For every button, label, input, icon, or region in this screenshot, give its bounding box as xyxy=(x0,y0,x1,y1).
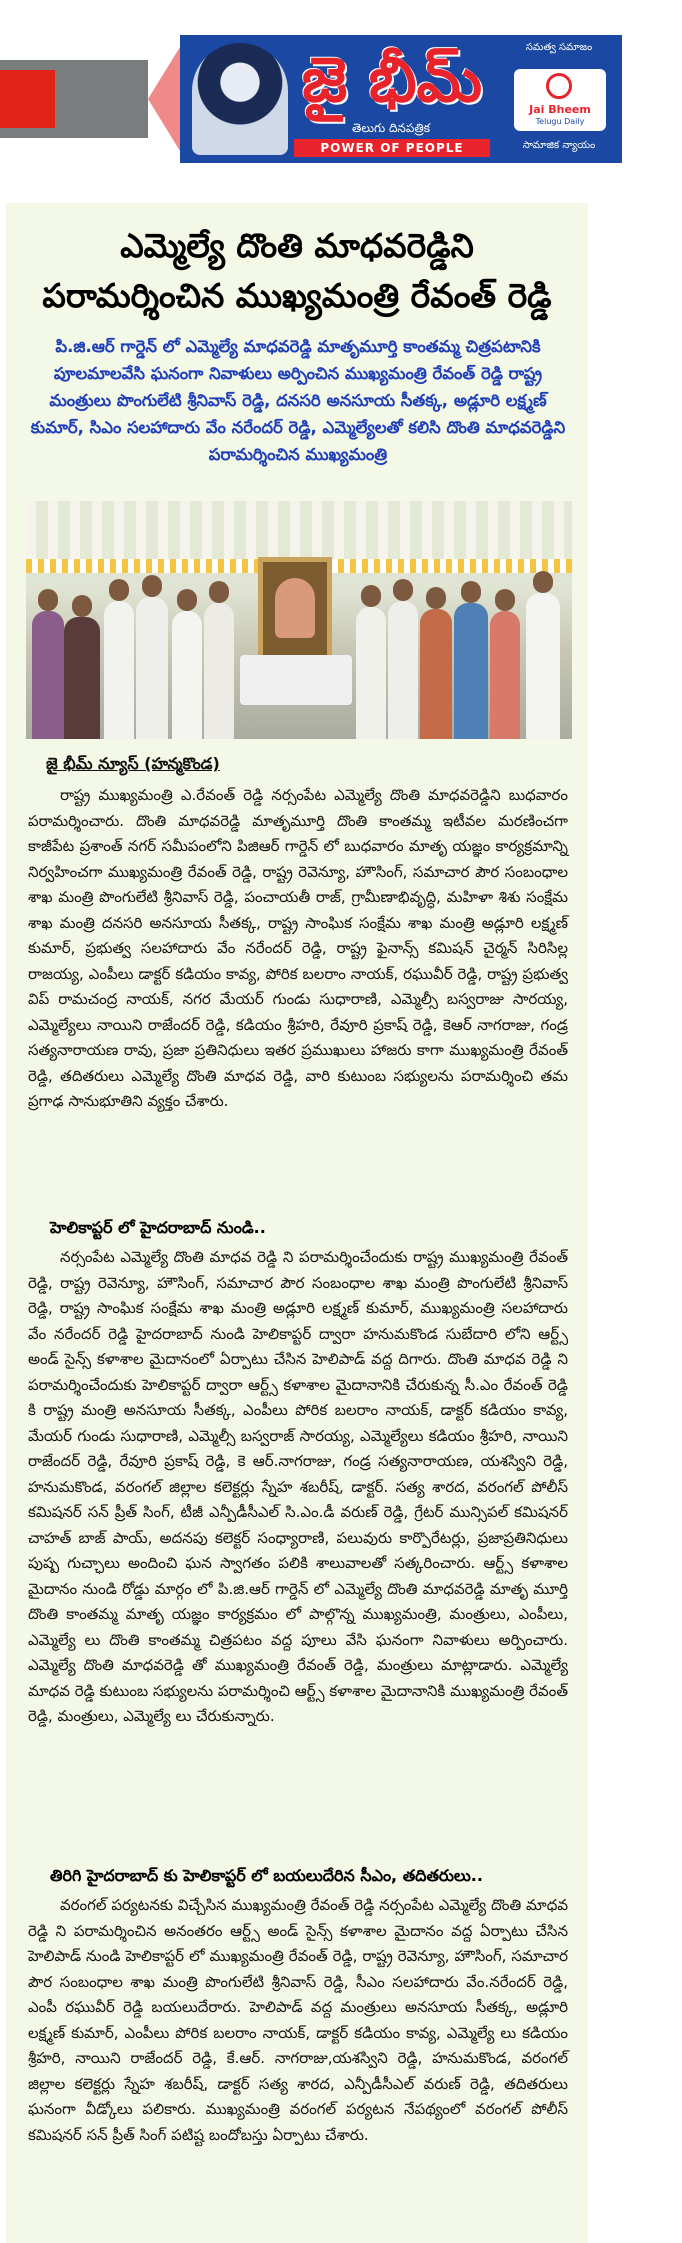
jai-bheem-logo xyxy=(514,69,606,131)
logo-subtext: Telugu Daily xyxy=(535,117,585,126)
subheading-1: హెలికాప్టర్ లో హైదరాబాద్ నుండి.. xyxy=(50,1218,266,1237)
event-photo xyxy=(26,501,572,739)
newspaper-subtitle: తెలుగు దినపత్రిక xyxy=(352,121,431,135)
masthead-right xyxy=(496,35,622,163)
photo-person xyxy=(356,607,386,739)
subheading-2: తిరిగి హైదరాబాద్ కు హెలికాప్టర్ లో బయలుదేరిన సీఎం, తదితరులు.. xyxy=(50,1866,483,1885)
photo-person xyxy=(104,601,134,739)
masthead-slogan-bottom: సామాజిక న్యాయం xyxy=(522,140,596,151)
photo-person xyxy=(420,609,452,739)
headline xyxy=(6,221,588,321)
headline-line-1: ఎమ్మెల్యే దొంతి మాధవరెడ్డిని xyxy=(120,226,474,265)
masthead-red-block xyxy=(0,70,55,128)
photo-person xyxy=(64,617,100,739)
headline-line-2: పరామర్శించిన ముఖ్యమంత్రి రేవంత్ రెడ్డి xyxy=(42,276,552,315)
photo-person xyxy=(136,597,168,739)
newspaper-title: జై భీమ్ xyxy=(301,43,483,116)
photo-person xyxy=(490,611,520,739)
photo-table xyxy=(240,655,352,705)
photo-person xyxy=(172,611,202,739)
ambedkar-portrait xyxy=(192,43,288,155)
newspaper-tagline: POWER OF PEOPLE xyxy=(294,139,490,157)
portrait-frame xyxy=(258,557,332,669)
photo-person xyxy=(204,603,234,739)
article-panel xyxy=(6,203,588,2243)
photo-person xyxy=(526,593,560,739)
paragraph-3: వరంగల్ పర్యటనకు విచ్చేసిన ముఖ్యమంత్రి రేవంత్ రెడ్డి నర్సంపేట ఎమ్మెల్యే దొంతి మాధవ రెడ్డి ని పరామర్శించిన అనంతరం ఆర్ట్స్ అండ్ సైన్స్ కళాశాల మైదానం వద్ద ఏర్పాటు చేసిన హెలిపాడ్ నుండి హెలికాప్టర్ లో ముఖ్యమంత్రి రేవంత్ రెడ్డి, రాష్ట్ర రెవెన్యూ, హౌసింగ్, సమాచార పౌర సంబంధాల శాఖ మంత్రి పొంగులేటి శ్రీనివాస్ రెడ్డి, సీఎం సలహాదారు వేం.నరేందర్ రెడ్డి, ఎంపీ రఘువీర్ రెడ్డి బయలుదేరారు. హెలిపాడ్ వద్ద మంత్రులు అనసూయ సీతక్క, అడ్లూరి లక్ష్మణ్ కుమార్, ఎంపీలు పోరిక బలరాం నాయక్, డాక్టర్ కడియం కావ్య, ఎమ్మెల్యే లు కడియం శ్రీహరి, నాయిని రాజేందర్ రెడ్డి, కే.ఆర్. నాగరాజు,యశస్విని రెడ్డి, హనుమకొండ, వరంగల్ జిల్లాల కలెక్టర్లు స్నేహ శబరీష్, డాక్టర్ సత్య శారద, ఎన్పీడీసీఎల్ వరుణ్ రెడ్డి, తదితరులు ఘనంగా వీడ్కోలు పలికారు. ముఖ్యమంత్రి వరంగల్ పర్యటన నేపథ్యంలో వరంగల్ పోలీస్ కమిషనర్ సన్ ప్రీత్ సింగ్ పటిష్ట బందోబస్తు ఏర్పాటు చేశారు. xyxy=(28,1896,568,2144)
photo-person xyxy=(454,603,488,739)
masthead-title-box xyxy=(292,41,492,159)
masthead-slogan-top: సమత్వ సమాజం xyxy=(525,42,593,53)
logo-text: Jai Bheem xyxy=(529,103,591,116)
paragraph-2: నర్సంపేట ఎమ్మెల్యే దొంతి మాధవ రెడ్డి ని పరామర్శించేందుకు రాష్ట్ర ముఖ్యమంత్రి రేవంత్ రెడ్డి, రాష్ట్ర రెవెన్యూ, హౌసింగ్, సమాచార పౌర సంబంధాల శాఖ మంత్రి పొంగులేటి శ్రీనివాస్ రెడ్డి, రాష్ట్ర సాంఘిక సంక్షేమ శాఖ మంత్రి అడ్లూరి లక్ష్మణ్ కుమార్, ముఖ్యమంత్రి సలహాదారు వేం నరేందర్ రెడ్డి హైదరాబాద్ నుండి హెలికాప్టర్ ద్వారా హనుమకొండ సుబేదారి లోని ఆర్ట్స్ అండ్ సైన్స్ కళాశాల మైదానంలో ఏర్పాటు చేసిన హెలిపాడ్ వద్ద దిగారు. దొంతి మాధవ రెడ్డి ని పరామర్శించేందుకు హెలికాప్టర్ ద్వారా ఆర్ట్స్ కళాశాల మైదానానికి చేరుకున్న సీ.ఎం రేవంత్ రెడ్డి కి రాష్ట్ర మంత్రి అనసూయ సీతక్క, ఎంపీలు పోరిక బలరాం నాయక్, డాక్టర్ కడియం కావ్య, మేయర్ గుండు సుధారాణి, ఎమ్మెల్సీ బస్వరాజ్ సారయ్య, ఎమ్మెల్యేలు కడియం శ్రీహరి, నాయిని రాజేందర్ రెడ్డి, రేవూరి ప్రకాష్ రెడ్డి, కె ఆర్.నాగరాజు, గండ్ర సత్యనారాయణ, యశస్విని రెడ్డి, హనుమకొండ, వరంగల్ జిల్లాల కలెక్టర్లు స్నేహ శబరీష్, డాక్టర్. సత్య శారద, వరంగల్ పోలీస్ కమిషనర్ సన్ ప్రీత్ సింగ్, టీజీ ఎన్పీడీసీఎల్ సి.ఎం.డీ వరుణ్ రెడ్డి, గ్రేటర్ మున్సిపల్ కమిషనర్ చాహత్ బాజ్ పాయ్, అదనపు కలెక్టర్ సంధ్యారాణి, పలువురు కార్పొరేటర్లు, ప్రజాప్రతినిధులు పుష్ప గుచ్ఛాలు అందించి ఘన స్వాగతం పలికి శాలువాలతో సత్కరించారు. ఆర్ట్స్ కళాశాల మైదానం నుండి రోడ్డు మార్గం లో పి.జి.ఆర్ గార్డెన్ లో ఎమ్మెల్యే దొంతి మాధవరెడ్డి మాతృ మూర్తి దొంతి కాంతమ్మ మాతృ యజ్ఞం కార్యక్రమం లో పాల్గొన్న ముఖ్యమంత్రి, మంత్రులు, ఎంపీలు, ఎమ్మెల్యే లు దొంతి కాంతమ్మ చిత్రపటం వద్ద పూలు వేసి ఘనంగా నివాళులు అర్పించారు. ఎమ్మెల్యే దొంతి మాధవరెడ్డి తో ముఖ్యమంత్రి రేవంత్ రెడ్డి, మంత్రులు మాట్లాడారు. ఎమ్మెల్యే మాధవ రెడ్డి కుటుంబ సభ్యులను పరామర్శించి ఆర్ట్స్ కళాశాల మైదానానికి ముఖ్యమంత్రి రేవంత్ రెడ్డి, మంత్రులు, ఎమ్మెల్యే లు చేరుకున్నారు. xyxy=(28,1248,568,1725)
logo-emblem-icon xyxy=(546,73,572,99)
photo-person xyxy=(32,611,64,739)
photo-person xyxy=(388,601,418,739)
byline: జై భీమ్ న్యూస్ (హన్మకొండ) xyxy=(46,754,220,773)
masthead-wedge xyxy=(148,47,180,151)
masthead xyxy=(0,35,682,165)
paragraph-1: రాష్ట్ర ముఖ్యమంత్రి ఎ.రేవంత్ రెడ్డి నర్సంపేట ఎమ్మెల్యే దొంతి మాధవరెడ్డిని బుధవారం పరామర్శించారు. దొంతి మాధవరెడ్డి మాతృమూర్తి దొంతి కాంతమ్మ ఇటీవల మరణించగా కాజీపేట ప్రశాంత్ నగర్ సమీపంలోని పిజిఆర్ గార్డెన్ లో బుధవారం మాతృ యజ్ఞం కార్యక్రమాన్ని నిర్వహించగా ముఖ్యమంత్రి రేవంత్ రెడ్డి, రాష్ట్ర రెవెన్యూ, హౌసింగ్, సమాచార పౌర సంబంధాల శాఖ మంత్రి పొంగులేటి శ్రీనివాస్ రెడ్డి, పంచాయతీ రాజ్, గ్రామీణాభివృద్ధి, మహిళా శిశు సంక్షేమ శాఖ మంత్రి దనసరి అనసూయ సీతక్క, రాష్ట్ర సాంఘిక సంక్షేమ శాఖ మంత్రి అడ్లూరి లక్ష్మణ్ కుమార్, ప్రభుత్వ సలహాదారు వేం నరేందర్ రెడ్డి, రాష్ట్ర ఫైనాన్స్ కమిషన్ చైర్మన్ సిరిసిల్ల రాజయ్య, ఎంపీలు డాక్టర్ కడియం కావ్య, పోరిక బలరాం నాయక్, రఘువీర్ రెడ్డి, రాష్ట్ర ప్రభుత్వ విప్ రామచంద్ర నాయక్, నగర మేయర్ గుండు సుధారాణి, ఎమ్మెల్సీ బస్వరాజు సారయ్య, ఎమ్మెల్యేలు నాయిని రాజేందర్ రెడ్డి, కడియం శ్రీహరి, రేవూరి ప్రకాష్ రెడ్డి, కెఆర్ నాగరాజు, గండ్ర సత్యనారాయణ రావు, ప్రజా ప్రతినిధులు ఇతర ప్రముఖులు హాజరు కాగా ముఖ్యమంత్రి రేవంత్ రెడ్డి, తదితరులు ఎమ్మెల్యే దొంతి మాధవ రెడ్డి, వారి కుటుంబ సభ్యులను పరామర్శించి తమ ప్రగాఢ సానుభూతిని వ్యక్తం చేశారు. xyxy=(28,786,568,1110)
article-deck: పి.జి.ఆర్ గార్డెన్ లో ఎమ్మెల్యే మాధవరెడ్డి మాతృమూర్తి కాంతమ్మ చిత్రపటానికి పూలమాలవేసి ఘనంగా నివాళులు అర్పించిన ముఖ్యమంత్రి రేవంత్ రెడ్డి రాష్ట్ర మంత్రులు పొంగులేటి శ్రీనివాస్ రెడ్డి, దనసరి అనసూయ సీతక్క, అడ్లూరి లక్ష్మణ్ కుమార్, సిఎం సలహాదారు వేం నరేందర్ రెడ్డి, ఎమ్మెల్యేలతో కలిసి దొంతి మాధవరెడ్డిని పరామర్శించిన ముఖ్యమంత్రి xyxy=(30,337,566,464)
